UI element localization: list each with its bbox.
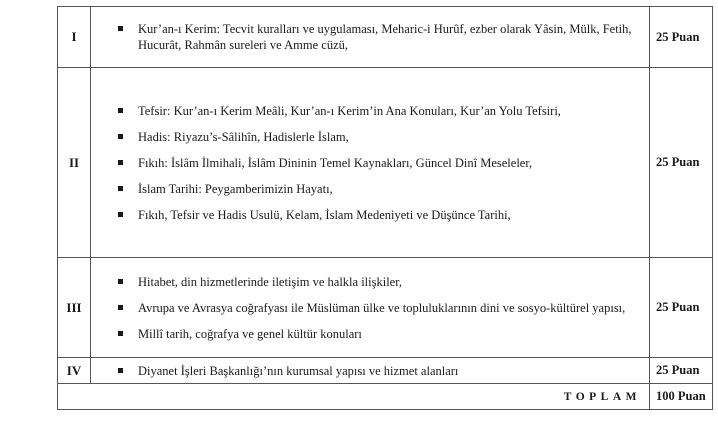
bullet-icon (118, 160, 123, 165)
total-label: TOPLAM (58, 384, 650, 410)
section-points: 25 Puan (650, 258, 713, 358)
section-points: 25 Puan (650, 7, 713, 68)
bullet-icon (118, 368, 123, 373)
total-row (58, 384, 713, 410)
table-row (58, 358, 713, 384)
bullet-icon (118, 305, 123, 310)
list-item (91, 129, 643, 145)
topic-text: İslam Tarihi: Peygamberimizin Hayatı, (138, 181, 333, 196)
list-item (91, 103, 643, 119)
bullet-icon (118, 331, 123, 336)
topic-text: Diyanet İşleri Başkanlığı’nın kurumsal yapısı ve hizmet alanları (138, 363, 459, 378)
topics-cell (91, 358, 650, 384)
section-numeral: II (58, 68, 91, 258)
topics-cell (91, 7, 650, 68)
section-points: 25 Puan (650, 358, 713, 384)
bullet-icon (118, 212, 123, 217)
list-item (91, 300, 643, 316)
bullet-icon (118, 279, 123, 284)
section-points: 25 Puan (650, 68, 713, 258)
topics-cell (91, 258, 650, 358)
topic-text: Fıkıh: İslâm İlmihali, İslâm Dininin Temel Kaynakları, Güncel Dinî Meseleler, (138, 155, 533, 170)
topic-text: Fıkıh, Tefsir ve Hadis Usulü, Kelam, İslam Medeniyeti ve Düşünce Tarihi, (138, 207, 511, 222)
bullet-icon (118, 186, 123, 191)
table-row (58, 258, 713, 358)
table-row (58, 7, 713, 68)
table-row (58, 68, 713, 258)
topic-text: Tefsir: Kur’an-ı Kerim Meâli, Kur’an-ı Kerim’in Ana Konuları, Kur’an Yolu Tefsiri, (138, 103, 561, 118)
topics-cell (91, 68, 650, 258)
bullet-icon (118, 108, 123, 113)
topic-text: Hadis: Riyazu’s-Sâlihîn, Hadislerle İslam, (138, 129, 349, 144)
list-item (91, 155, 643, 171)
bullet-icon (118, 134, 123, 139)
section-numeral: III (58, 258, 91, 358)
exam-topics-table (57, 6, 713, 410)
list-item (91, 363, 643, 379)
section-numeral: IV (58, 358, 91, 384)
topic-text: Hitabet, din hizmetlerinde iletişim ve halkla ilişkiler, (138, 274, 403, 289)
total-points: 100 Puan (650, 384, 713, 410)
list-item (91, 207, 643, 223)
list-item (91, 181, 643, 197)
section-numeral: I (58, 7, 91, 68)
topic-text: Avrupa ve Avrasya coğrafyası ile Müslüman ülke ve topluluklarının dini ve sosyo-kültürel yapısı, (138, 300, 626, 315)
list-item (91, 21, 643, 53)
topic-text: Kur’an-ı Kerim: Tecvit kuralları ve uygulaması, Meharic-i Hurûf, ezber olarak Yâsin, Mülk, Fetih, Hucurât, Rahmân sureleri ve Amme cüzü, (138, 22, 632, 52)
topic-text: Millî tarih, coğrafya ve genel kültür konuları (138, 326, 362, 341)
bullet-icon (118, 26, 123, 31)
list-item (91, 274, 643, 290)
list-item (91, 326, 643, 342)
